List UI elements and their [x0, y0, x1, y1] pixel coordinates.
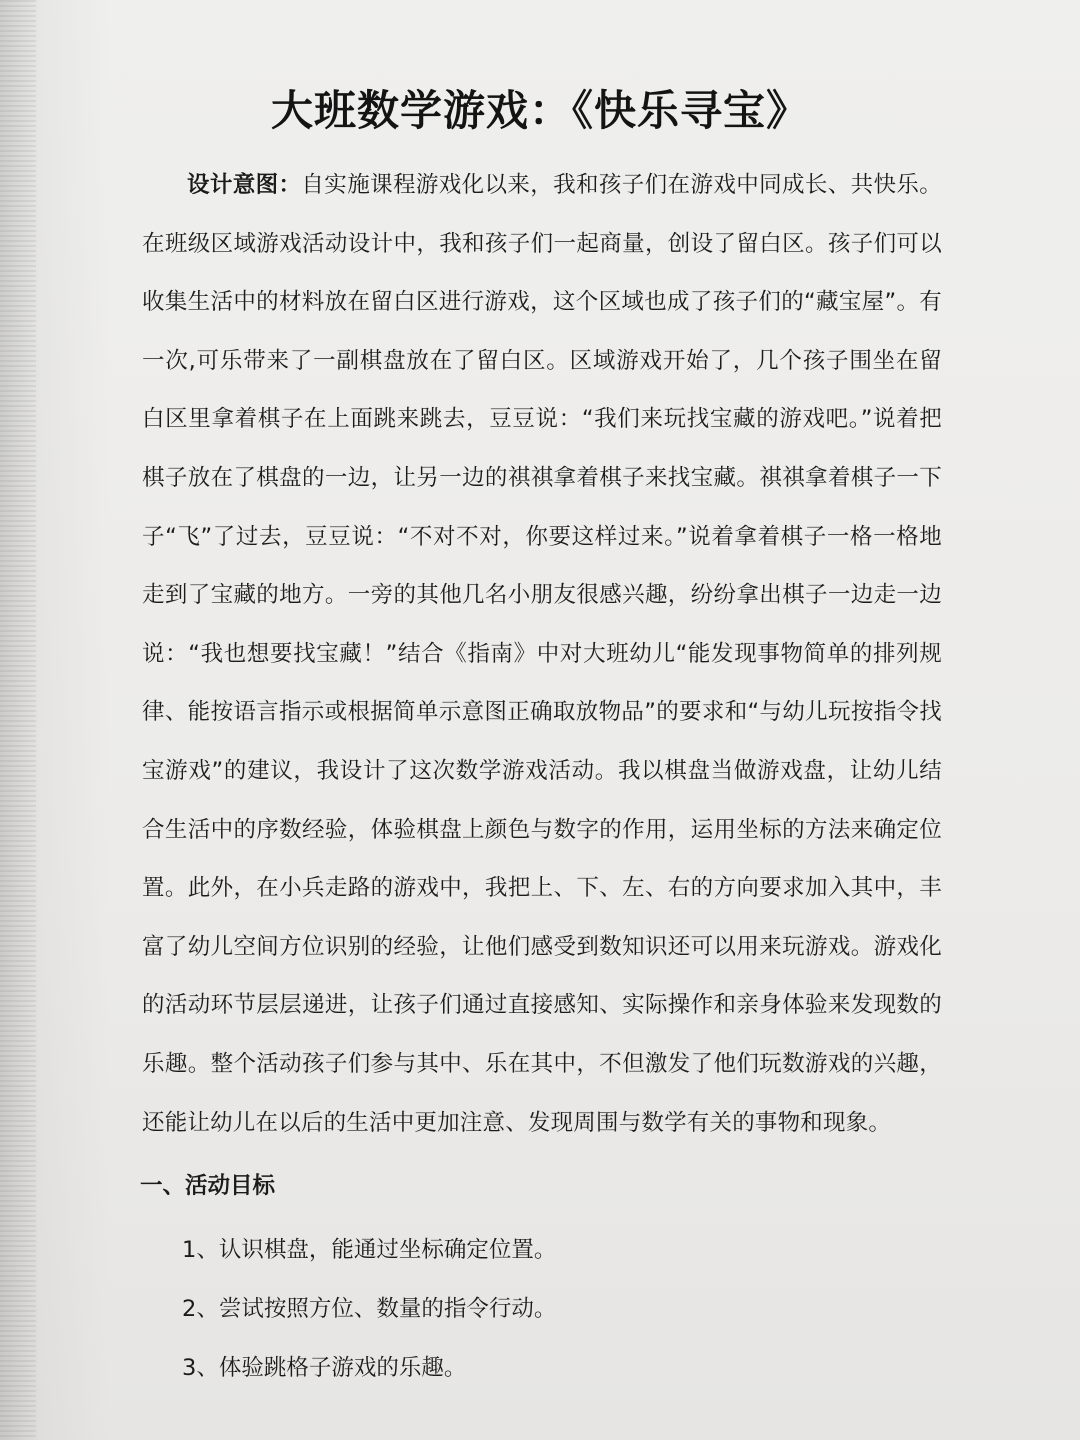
page-binding-shadow	[0, 0, 36, 1440]
goal-list	[182, 1228, 556, 1405]
goal-item-3: 3、体验跳格子游戏的乐趣。	[182, 1355, 467, 1381]
goal-item-2: 2、尝试按照方位、数量的指令行动。	[182, 1296, 557, 1322]
section-heading-goals: 一、活动目标	[140, 1173, 276, 1199]
goal-item-1: 1、认识棋盘，能通过坐标确定位置。	[182, 1237, 557, 1263]
design-intent-text: 自实施课程游戏化以来，我和孩子们在游戏中同成长、共快乐。在班级区域游戏活动设计中，我和孩子们一起商量，创设了留白区。孩子们可以收集生活中的材料放在留白区进行游戏，这个区域也成了孩子们的“藏宝屋”。有一次,可乐带来了一副棋盘放在了留白区。区域游戏开始了，几个孩子围坐在留白区里拿着棋子在上面跳来跳去，豆豆说：“我们来玩找宝藏的游戏吧。”说着把棋子放在了棋盘的一边，让另一边的祺祺拿着棋子来找宝藏。祺祺拿着棋子一下子“飞”了过去，豆豆说：“不对不对，你要这样过来。”说着拿着棋子一格一格地走到了宝藏的地方。一旁的其他几名小朋友很感兴趣，纷纷拿出棋子一边走一边说：“我也想要找宝藏！”结合《指南》中对大班幼儿“能发现事物简单的排列规律、能按语言指示或根据简单示意图正确取放物品”的要求和“与幼儿玩按指令找宝游戏”的建议，我设计了这次数学游戏活动。我以棋盘当做游戏盘，让幼儿结合生活中的序数经验，体验棋盘上颜色与数字的作用，运用坐标的方法来确定位置。此外，在小兵走路的游戏中，我把上、下、左、右的方向要求加入其中，丰富了幼儿空间方位识别的经验，让他们感受到数知识还可以用来玩游戏。游戏化的活动环节层层递进，让孩子们通过直接感知、实际操作和亲身体验来发现数的乐趣。整个活动孩子们参与其中、乐在其中，不但激发了他们玩数游戏的兴趣，还能让幼儿在以后的生活中更加注意、发现周围与数学有关的事物和现象。	[142, 172, 942, 1136]
design-intent-label: 设计意图：	[187, 172, 302, 198]
document-title: 大班数学游戏：《快乐寻宝》	[270, 86, 809, 135]
design-intent-paragraph	[142, 156, 942, 1152]
